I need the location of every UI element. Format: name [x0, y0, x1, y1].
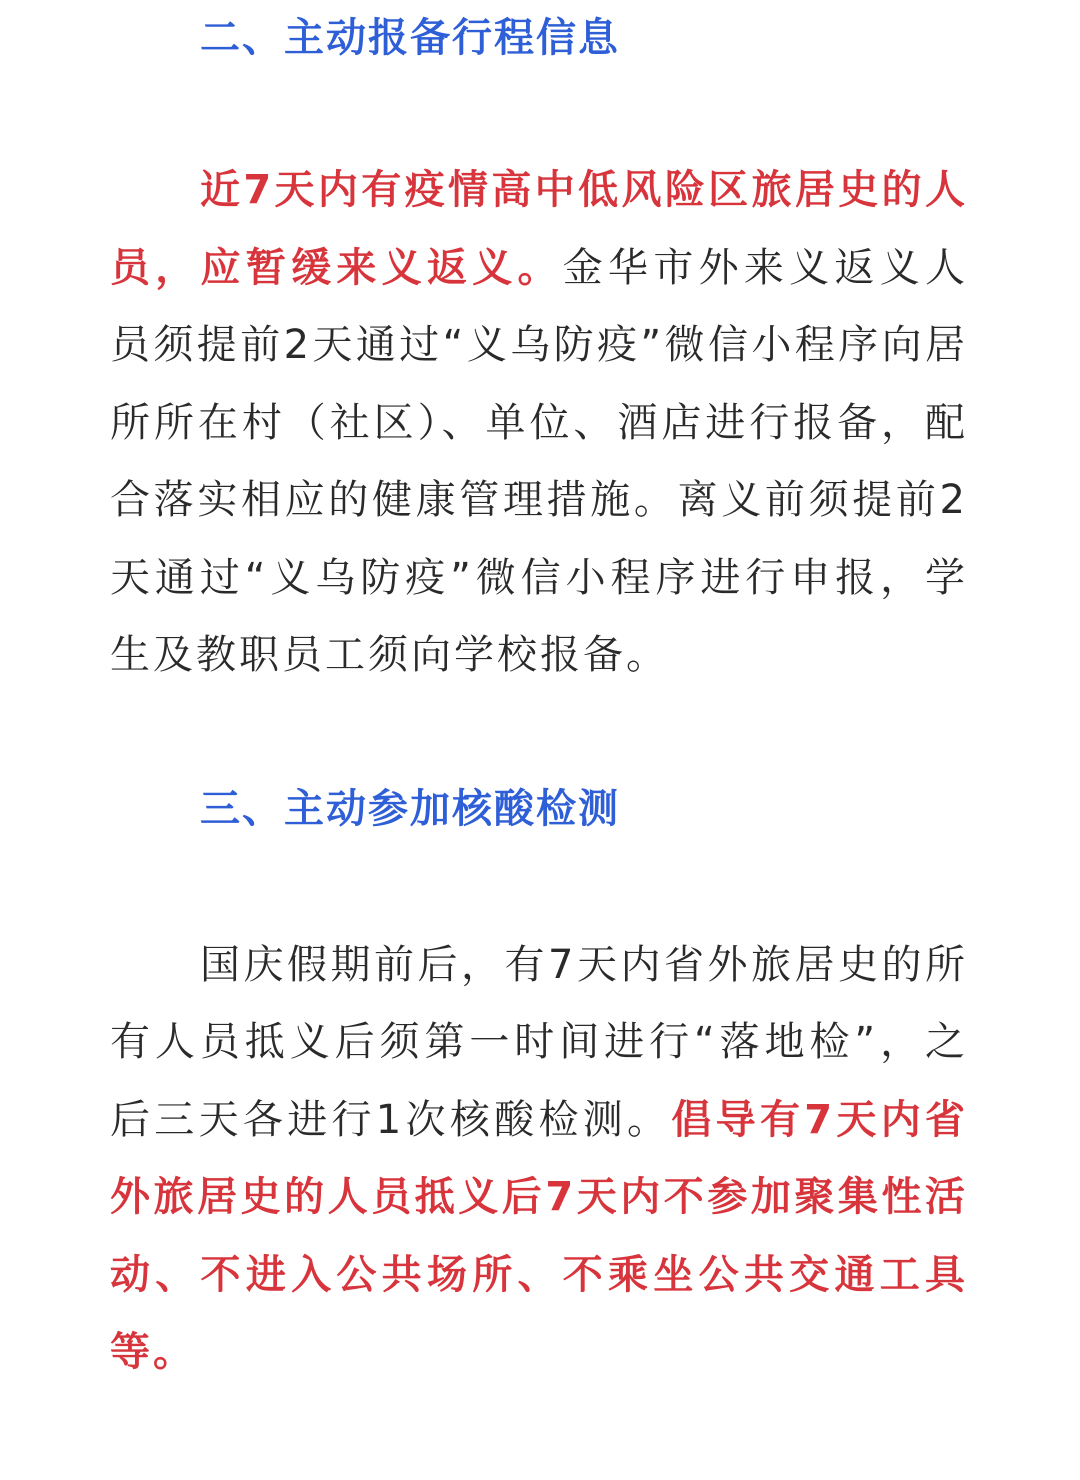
paragraph-nucleic-test [110, 927, 968, 1392]
body-text: 金华市外来义返义人员须提前2天通过“义乌防疫”微信小程序向居所所在村（社区）、单位、酒店进行报备，配合落实相应的健康管理措施。离义前须提前2天通过“义乌防疫”微信小程序进行申报，学生及教职员工须向学校报备。 [110, 244, 969, 678]
emphasis-text: 倡导有7天内省外旅居史的人员抵义后7天内不参加聚集性活动、不进入公共场所、不乘坐公共交通工具等。 [110, 1096, 968, 1375]
article-content [110, 0, 968, 1392]
section-heading-nucleic-test: 三、主动参加核酸检测 [200, 785, 620, 832]
paragraph-travel-report [110, 152, 968, 695]
emphasis-text: 近7天内有疫情高中低风险区旅居史的人员，应暂缓来义返义。 [110, 167, 968, 291]
section-heading-travel-report: 二、主动报备行程信息 [200, 15, 620, 61]
body-text: 国庆假期前后，有7天内省外旅居史的所有人员抵义后须第一时间进行“落地检”，之后三天各进行1次核酸检测。 [110, 941, 968, 1143]
